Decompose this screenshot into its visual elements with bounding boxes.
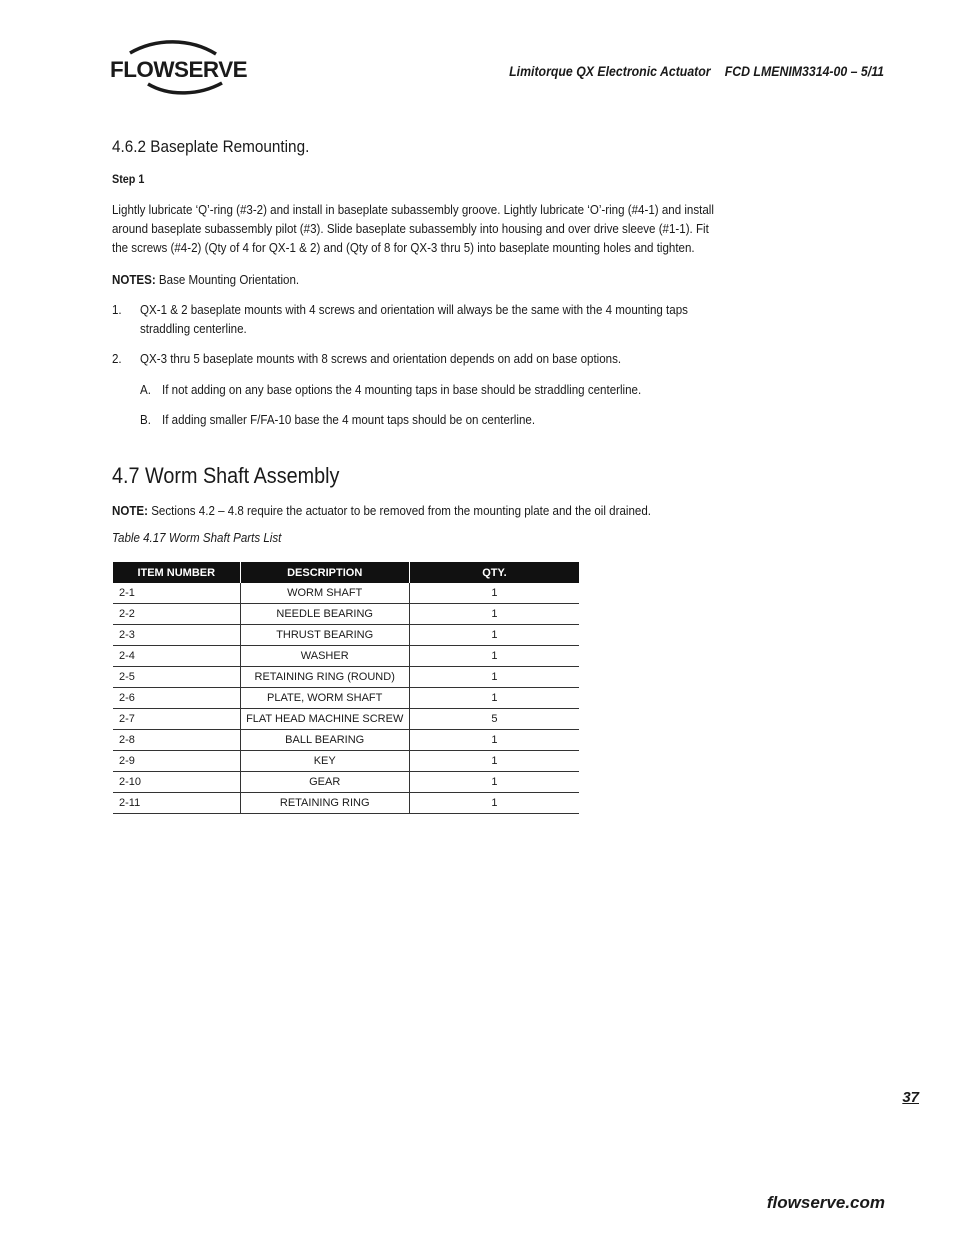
cell-item-number: 2-2 bbox=[113, 604, 240, 625]
cell-description: NEEDLE BEARING bbox=[240, 604, 409, 625]
worm-shaft-parts-table bbox=[113, 562, 579, 814]
cell-qty: 1 bbox=[409, 772, 579, 793]
table-row bbox=[113, 709, 579, 730]
table-row bbox=[113, 646, 579, 667]
cell-description: KEY bbox=[240, 751, 409, 772]
flowserve-logo bbox=[108, 40, 250, 96]
header-item-number: ITEM NUMBER bbox=[113, 562, 240, 583]
cell-item-number: 2-6 bbox=[113, 688, 240, 709]
list-item-2-text: QX-3 thru 5 baseplate mounts with 8 screws and orientation depends on add on base options. bbox=[140, 351, 622, 366]
page-number: 37 bbox=[902, 1089, 919, 1106]
step-label: Step 1 bbox=[112, 172, 145, 186]
sub-item-b-text: If adding smaller F/FA-10 base the 4 mount taps should be on centerline. bbox=[162, 412, 536, 427]
cell-qty: 1 bbox=[409, 688, 579, 709]
document-code: FCD LMENIM3314-00 – 5/11 bbox=[724, 63, 884, 79]
table-row bbox=[113, 772, 579, 793]
table-row bbox=[113, 625, 579, 646]
notes-label: NOTES: bbox=[112, 272, 156, 287]
notes-line bbox=[112, 272, 299, 287]
table-row bbox=[113, 604, 579, 625]
table-row bbox=[113, 730, 579, 751]
list-item-1-line-2: straddling centerline. bbox=[140, 321, 247, 336]
cell-description: RETAINING RING (ROUND) bbox=[240, 667, 409, 688]
footer-url: flowserve.com bbox=[766, 1193, 885, 1212]
product-name: Limitorque QX Electronic Actuator bbox=[509, 63, 711, 79]
cell-item-number: 2-8 bbox=[113, 730, 240, 751]
table-row bbox=[113, 583, 579, 604]
cell-item-number: 2-11 bbox=[113, 793, 240, 814]
cell-item-number: 2-1 bbox=[113, 583, 240, 604]
notes-text: Base Mounting Orientation. bbox=[155, 272, 300, 287]
cell-description: RETAINING RING bbox=[240, 793, 409, 814]
cell-qty: 1 bbox=[409, 604, 579, 625]
cell-item-number: 2-4 bbox=[113, 646, 240, 667]
step-text-line-1: Lightly lubricate ‘Q’-ring (#3-2) and install in baseplate subassembly groove. Lightly lubricate ‘O’-ring (#4-1) and install bbox=[112, 202, 714, 217]
cell-qty: 1 bbox=[409, 583, 579, 604]
cell-description: WASHER bbox=[240, 646, 409, 667]
table-caption: Table 4.17 Worm Shaft Parts List bbox=[112, 530, 282, 545]
cell-item-number: 2-7 bbox=[113, 709, 240, 730]
table-row bbox=[113, 751, 579, 772]
cell-description: THRUST BEARING bbox=[240, 625, 409, 646]
cell-qty: 1 bbox=[409, 646, 579, 667]
note-label: NOTE: bbox=[112, 503, 149, 518]
list-item-1-line-1: QX-1 & 2 baseplate mounts with 4 screws and orientation will always be the same with the 4 mounting taps bbox=[140, 302, 688, 317]
cell-description: FLAT HEAD MACHINE SCREW bbox=[240, 709, 409, 730]
cell-qty: 1 bbox=[409, 625, 579, 646]
list-item-number-2: 2. bbox=[112, 351, 122, 366]
cell-item-number: 2-3 bbox=[113, 625, 240, 646]
document-header bbox=[509, 63, 884, 79]
sub-item-a-text: If not adding on any base options the 4 mounting taps in base should be straddling centerline. bbox=[162, 382, 642, 397]
cell-qty: 1 bbox=[409, 793, 579, 814]
cell-qty: 1 bbox=[409, 730, 579, 751]
list-item-number-1: 1. bbox=[112, 302, 122, 317]
section-heading-47: 4.7 Worm Shaft Assembly bbox=[112, 463, 340, 488]
note-text: Sections 4.2 – 4.8 require the actuator to be removed from the mounting plate and the oil drained. bbox=[148, 503, 651, 518]
cell-qty: 5 bbox=[409, 709, 579, 730]
cell-description: PLATE, WORM SHAFT bbox=[240, 688, 409, 709]
logo-text: FLOWSERVE bbox=[110, 57, 248, 82]
sub-item-b-label: B. bbox=[140, 412, 151, 427]
note-line bbox=[112, 503, 651, 518]
table-row bbox=[113, 793, 579, 814]
cell-item-number: 2-10 bbox=[113, 772, 240, 793]
header-description: DESCRIPTION bbox=[240, 562, 409, 583]
header-qty: QTY. bbox=[409, 562, 579, 583]
cell-description: WORM SHAFT bbox=[240, 583, 409, 604]
cell-item-number: 2-9 bbox=[113, 751, 240, 772]
cell-qty: 1 bbox=[409, 751, 579, 772]
table-header-row bbox=[113, 562, 579, 583]
step-text-line-3: the screws (#4-2) (Qty of 4 for QX-1 & 2) and (Qty of 8 for QX-3 thru 5) into baseplate mounting holes and tighten. bbox=[112, 240, 695, 255]
cell-description: BALL BEARING bbox=[240, 730, 409, 751]
table-row bbox=[113, 688, 579, 709]
step-text-line-2: around baseplate subassembly pilot (#3). Slide baseplate subassembly into housing and over drive sleeve (#1-1). Fit bbox=[112, 221, 709, 236]
cell-description: GEAR bbox=[240, 772, 409, 793]
table-row bbox=[113, 667, 579, 688]
section-heading-462: 4.6.2 Baseplate Remounting. bbox=[112, 137, 310, 156]
sub-item-a-label: A. bbox=[140, 382, 151, 397]
cell-qty: 1 bbox=[409, 667, 579, 688]
cell-item-number: 2-5 bbox=[113, 667, 240, 688]
